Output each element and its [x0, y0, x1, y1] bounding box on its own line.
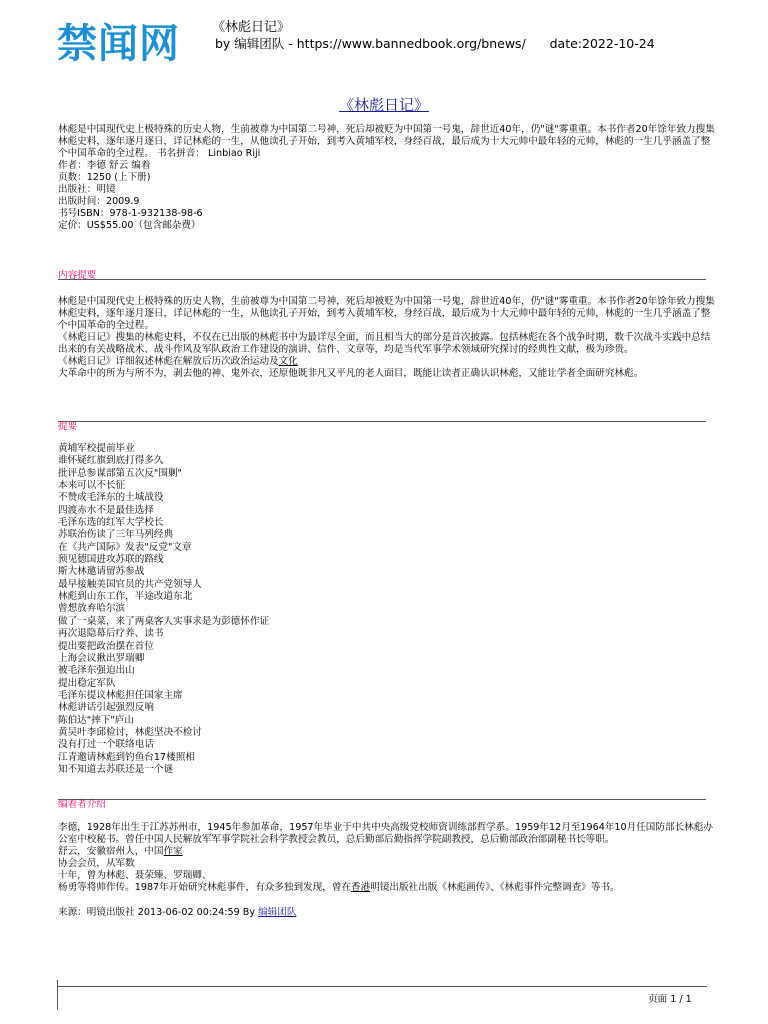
toc-item: 毛泽东提议林彪担任国家主席: [58, 689, 183, 701]
toc-item: 四渡赤水不是最佳选择: [58, 504, 154, 516]
header-book-title: 《林彪日记》: [212, 20, 291, 35]
editors-divider: [58, 799, 706, 800]
toc-item: 最早接触美国官员的共产党领导人: [58, 578, 202, 590]
toc-item: 本来可以不长征: [58, 480, 126, 492]
header-meta: by 编辑团队 - https://www.bannedbook.org/bnews/ date:2022-10-24: [215, 36, 655, 51]
intro-description: 林彪是中国现代史上极特殊的历史人物，生前被尊为中国第二号神，死后却被贬为中国第一号鬼，辞世近40年，仍"谜"雾重重。本书作者20年馀年致力搜集林彪史料，逐年逐月逐日，详记林彪的一生，从他读孔子开始，到考入黄埔军校，身经百战，最后成为十大元帅中最年轻的元帅，林彪的一生几乎涵盖了整个中国革命的全过程。 书名拼音： Linbiao Riji: [58, 124, 715, 159]
footer-left-rule: [57, 980, 58, 1010]
toc-item: 知不知道去苏联还是一个谜: [58, 763, 174, 775]
toc-divider: [58, 421, 706, 422]
toc-item: 江青邀请林彪到钓鱼台17楼照相: [58, 751, 195, 763]
toc-item: 没有打过一个联络电话: [58, 739, 154, 751]
toc-item: 黄埔军校提前毕业: [58, 443, 135, 454]
toc-item: 黄吴叶李邱检讨，林彪坚决不检讨: [58, 726, 202, 738]
summary-label: 内容提要: [58, 270, 97, 281]
summary-paragraph-3-text: 《林彪日记》详细叙述林彪在解放后历次政治运动及: [58, 356, 279, 367]
toc-list: [58, 443, 718, 776]
toc-item: 苏联治伤读了三年马列经典: [58, 529, 174, 541]
summary-paragraph-2: 《林彪日记》搜集的林彪史料，不仅在已出版的林彪书中为最详尽全面，而且相当大的部分是首次披露。包括林彪在各个战争时期，数千次战斗实践中总结出来的有关战略战术、战斗作风及军队政治工作建设的演讲、信件、文章等，均是当代军事学术领域研究探讨的经典性文献，极为珍贵。: [58, 332, 711, 355]
detail-publisher: 出版社：明镜: [58, 184, 116, 195]
source-text: 来源：明镜出版社 2013-06-02 00:24:59 By: [58, 907, 259, 918]
toc-item: 林彪到山东工作，半途改道东北: [58, 591, 193, 603]
summary-divider: [58, 279, 706, 280]
page-indicator: 页面 1 / 1: [648, 994, 692, 1005]
site-logo[interactable]: 禁闻网: [57, 21, 180, 67]
writer-link[interactable]: 作家: [163, 846, 183, 857]
editors-paragraph-5-text-a: 杨勇等将帅作传。1987年开始研究林彪事件，有众多独到发现，曾在: [58, 882, 352, 893]
toc-item: 陈伯达"摔下"庐山: [58, 714, 134, 726]
article-title[interactable]: 《林彪日记》: [338, 96, 429, 114]
toc-item: 预见德国进攻苏联的路线: [58, 554, 164, 566]
toc-label: 提要: [58, 421, 78, 432]
author-link[interactable]: 编辑团队: [258, 907, 297, 918]
detail-isbn: 书号ISBN：978-1-932138-98-6: [58, 208, 203, 219]
toc-item: 提出稳定军队: [58, 677, 116, 689]
detail-pubdate: 出版时间：2009.9: [58, 196, 140, 207]
summary-paragraph-3: [58, 356, 718, 368]
detail-pages: 页数：1250 (上下册): [58, 172, 151, 183]
detail-author: 作者：李德 舒云 编着: [58, 160, 151, 171]
toc-item: 毛泽东选的红军大学校长: [58, 517, 164, 529]
editors-paragraph-5-text-b: 明镜出版社出版《林彪画传》、《林彪事件完整调查》等书。: [370, 882, 620, 893]
footer-rule: [57, 986, 707, 987]
toc-item: 不赞成毛泽东的土城战役: [58, 492, 164, 504]
toc-item: 批评总参谋部第五次反"围剿": [58, 467, 182, 479]
editors-paragraph-2: [58, 846, 718, 858]
editors-paragraph-4: 十年，曾为林彪、聂荣臻、罗瑞卿、: [58, 870, 212, 881]
editors-paragraph-1: 李德，1928年出生于江苏苏州市，1945年参加革命，1957年毕业于中共中央高级党校师资训练部哲学系。1959年12月至1964年10月任国防部长林彪办公室中校秘书。曾任中国人民解放军军事学院社会科学教授会教员，总后勤部后勤指挥学院副教授，总后勤部政治部副秘书长等职。: [58, 822, 713, 845]
toc-item: 做了一桌菜，来了两桌客人实事求是为彭德怀作证: [58, 615, 270, 627]
culture-link[interactable]: 文化: [278, 356, 298, 367]
toc-item: 斯大林邀请留苏参战: [58, 566, 145, 578]
editors-paragraph-2-text: 舒云，安徽宿州人，中国: [58, 846, 164, 857]
toc-item: 在《共产国际》发表"反党"文章: [58, 541, 192, 553]
editors-paragraph-3: 协会会员，从军数: [58, 858, 135, 869]
toc-item: 再次退隐幕后疗养、读书: [58, 628, 164, 640]
toc-item: 曾想放弃哈尔滨: [58, 603, 126, 615]
editors-label: 编着者介绍: [58, 799, 106, 810]
source-line: [58, 907, 718, 919]
toc-item: 谁怀疑红旗到底打得多久: [58, 455, 164, 467]
toc-item: 提出要把政治摆在首位: [58, 640, 154, 652]
summary-paragraph-1: 林彪是中国现代史上极特殊的历史人物，生前被尊为中国第二号神，死后却被贬为中国第一号鬼，辞世近40年，仍"谜"雾重重。本书作者20年馀年致力搜集林彪史料，逐年逐月逐日，详记林彪的一生，从他读孔子开始，到考入黄埔军校，身经百战，最后成为十大元帅中最年轻的元帅，林彪的一生几乎涵盖了整个中国革命的全过程。: [58, 296, 715, 331]
editors-paragraph-5: [58, 882, 718, 894]
hongkong-link[interactable]: 香港: [351, 882, 371, 893]
detail-price: 定价：US$55.00（包含邮杂费）: [58, 220, 201, 231]
toc-item: 上海会议揪出罗瑞卿: [58, 652, 145, 664]
editors-block: [58, 822, 718, 894]
toc-item: 林彪讲话引起强烈反响: [58, 702, 154, 714]
intro-block: [58, 124, 718, 232]
summary-block: [58, 296, 718, 380]
toc-item: 被毛泽东强迫出山: [58, 665, 135, 677]
summary-paragraph-4: 大革命中的所为与所不为，剥去他的神、鬼外衣，还原他既非凡又平凡的老人面目，既能让读者正确认识林彪，又能让学者全面研究林彪。: [58, 368, 644, 379]
